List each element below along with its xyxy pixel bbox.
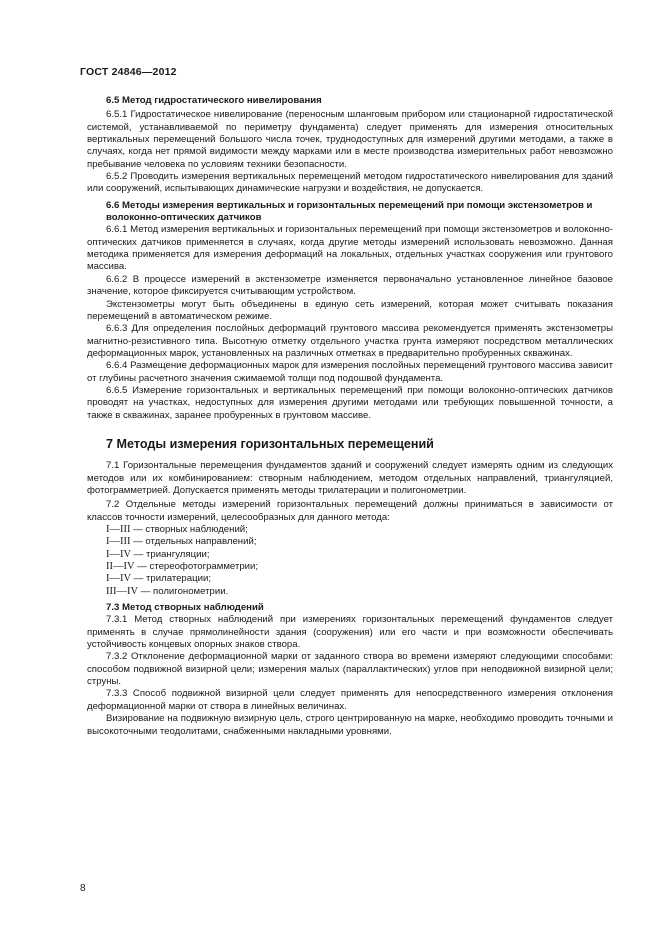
paragraph-6-6-2-cont: Экстензометры могут быть объединены в единую сеть измерений, которая может считывать показания перемещений в автоматическом режиме. [87, 298, 613, 322]
paragraph-7-3-1: 7.3.1 Метод створных наблюдений при измерениях горизонтальных перемещений фундаментов следует применять в случае прямолинейности здания (сооружения) или его части и при возможности обеспечивать устойчивость концевых опорных знаков створа. [87, 614, 613, 651]
method-name: — трилатерации; [131, 573, 211, 585]
section-7-3-title: 7.3 Метод створных наблюдений [106, 602, 264, 614]
document-body [87, 95, 613, 738]
list-item [87, 536, 613, 548]
accuracy-class: I—III [106, 536, 131, 548]
paragraph-7-1: 7.1 Горизонтальные перемещения фундаментов зданий и сооружений следует измерять одним из следующих методов или их комбинированием: створным наблюдением, методом отдельных направлений, триангуляцией, фотограмметрией. Допускается применять методы трилатерации и полигонометрии. [87, 460, 613, 496]
list-item [87, 586, 613, 598]
paragraph-7-3-3: 7.3.3 Способ подвижной визирной цели следует применять для непосредственного измерения отклонения деформационной марки от створа в линейных величинах. [87, 688, 613, 712]
section-7-title: 7 Методы измерения горизонтальных перемещений [106, 436, 434, 451]
list-item [87, 561, 613, 573]
method-name: — полигонометрии. [138, 585, 229, 597]
paragraph-7-2: 7.2 Отдельные методы измерений горизонтальных перемещений должны приниматься в зависимости от классов точности измерений, целесообразных для данного метода: [87, 499, 613, 523]
accuracy-class: III—IV [106, 585, 139, 597]
method-name: — отдельных направлений; [130, 536, 257, 548]
accuracy-class: I—III [106, 524, 131, 535]
accuracy-class: I—IV [106, 573, 132, 585]
list-item [87, 549, 613, 561]
list-item [87, 524, 613, 536]
paragraph-6-6-2: 6.6.2 В процессе измерений в экстензометре изменяется первоначально установленное линейное базовое значение, которое фиксируется считывающим устройством. [87, 273, 613, 298]
method-name: — стереофотограмметрии; [134, 561, 259, 573]
document-header: ГОСТ 24846—2012 [80, 66, 177, 78]
method-name: — створных наблюдений; [130, 524, 248, 535]
paragraph-6-6-5: 6.6.5 Измерение горизонтальных и вертикальных перемещений при помощи волоконно-оптических датчиков проводят на участках, недоступных для измерения другими методами или требующих повышенной точности, а также в скважинах, заранее пробуренных в грунтовом массиве. [87, 384, 613, 421]
paragraph-6-6-4: 6.6.4 Размещение деформационных марок для измерения послойных перемещений грунтового массива зависит от глубины расчетного значения сжимаемой толщи под подошвой фундамента. [87, 360, 613, 384]
paragraph-6-6-3: 6.6.3 Для определения послойных деформаций грунтового массива рекомендуется применять экстензометры магнитно-резистивного типа. Высотную отметку отдельного участка грунта измеряют посредством металлических деформационных марок, установленных на различных отметках в предварительно пробуренных скважинах. [87, 323, 613, 359]
accuracy-class: I—IV [106, 548, 132, 560]
section-6-5-title: 6.5 Метод гидростатического нивелирования [106, 95, 322, 106]
paragraph-6-6-1: 6.6.1 Метод измерения вертикальных и горизонтальных перемещений при помощи экстензометров и волоконно-оптических датчиков применяется в случаях, когда другие методы измерений использовать невозможно. Данная методика применяется для измерения деформаций на локальных, отдельных участках сооружения или грунтового массива. [87, 224, 613, 273]
paragraph-7-3-3-cont: Визирование на подвижную визирную цель, строго центрированную на марке, необходимо проводить точными и высокоточными теодолитами, снабженными накладными уровнями. [87, 713, 613, 737]
list-item [87, 573, 613, 585]
paragraph-7-3-2: 7.3.2 Отклонение деформационной марки от заданного створа во времени измеряют следующими способами: способом подвижной визирной цели; измерения малых (параллактических) углов при неподвижной визирной цели; струны. [87, 651, 613, 688]
paragraph-6-5-2: 6.5.2 Проводить измерения вертикальных перемещений методом гидростатического нивелирования для зданий или сооружений, испытывающих динамические нагрузки и воздействия, не допускается. [87, 171, 613, 195]
section-6-6-title: 6.6 Методы измерения вертикальных и горизонтальных перемещений при помощи экстензометров и волоконно-оптических датчиков [106, 199, 593, 224]
page-number: 8 [80, 883, 86, 894]
paragraph-6-5-1: 6.5.1 Гидростатическое нивелирование (переносным шланговым прибором или стационарной гидростатической системой, устанавливаемой по периметру фундамента) следует применять для измерения относительных вертикальных перемещений большого числа точек, труднодоступных для измерений другими методами, а также в случаях, когда нет прямой видимости между марками или в месте производства измерительных работ невозможно пребывание человека по условиям техники безопасности. [87, 109, 613, 170]
method-name: — триангуляции; [131, 548, 210, 560]
accuracy-class: II—IV [106, 561, 135, 573]
